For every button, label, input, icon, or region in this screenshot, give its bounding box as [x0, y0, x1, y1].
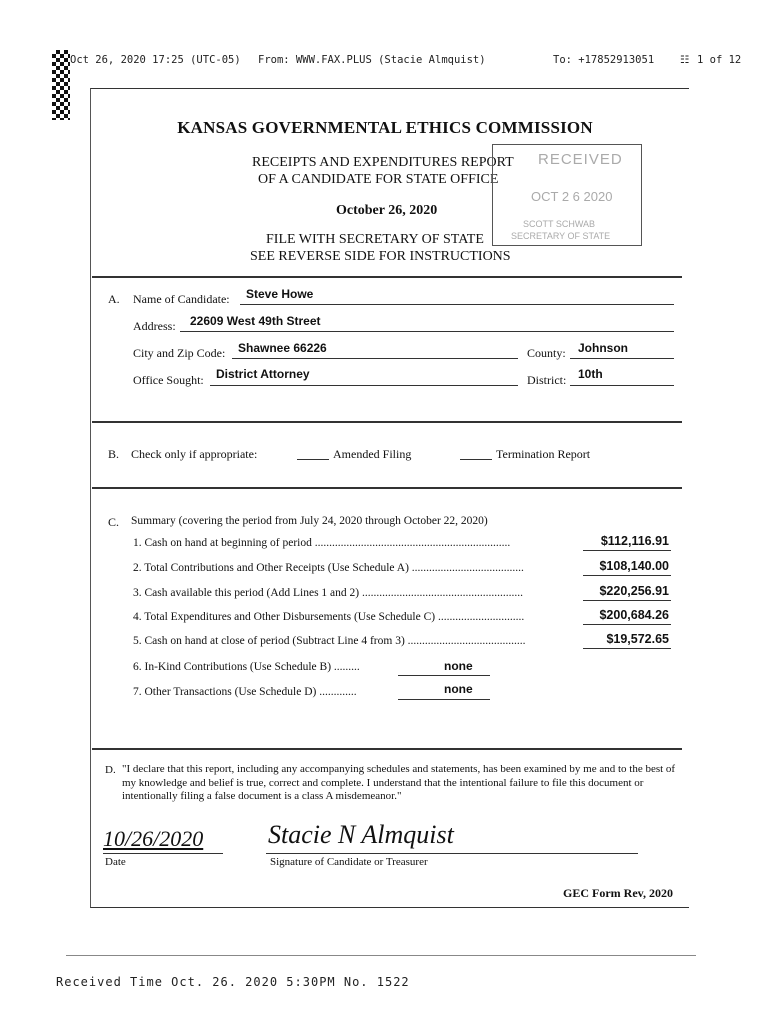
signature-underline	[266, 853, 638, 854]
county-label: County:	[527, 346, 566, 360]
termination-checkbox[interactable]	[460, 459, 492, 460]
received-footer: Received Time Oct. 26. 2020 5:30PM No. 1522	[56, 975, 410, 989]
county-underline	[570, 358, 674, 359]
signature-label: Signature of Candidate or Treasurer	[270, 856, 428, 868]
summary-amount-underline	[583, 648, 671, 649]
district-underline	[570, 385, 674, 386]
section-d-letter: D.	[105, 764, 116, 776]
summary-line-label: 2. Total Contributions and Other Receipts (Use Schedule A) .......................................	[133, 562, 524, 574]
address-underline	[180, 331, 674, 332]
summary-line-amount: $112,116.91	[600, 534, 669, 548]
declaration-text: "I declare that this report, including any accompanying schedules and statements, has been examined by me and to the best of my knowledge and belief is true, correct and complete. I understand that the intentional failure to file this document or intentionally filing a false document is a class A misdemeanor."	[122, 763, 676, 802]
office-value: District Attorney	[216, 367, 310, 381]
other-underline	[398, 699, 490, 700]
divider	[92, 748, 682, 750]
name-underline	[240, 304, 674, 305]
section-b-letter: B.	[108, 447, 120, 461]
stamp-received: RECEIVED	[538, 151, 623, 168]
divider	[92, 487, 682, 489]
section-a-letter: A.	[108, 292, 120, 306]
file-with: FILE WITH SECRETARY OF STATE	[266, 232, 484, 247]
stamp-name: SCOTT SCHWAB	[523, 219, 596, 229]
summary-line-amount: $220,256.91	[599, 584, 669, 598]
date-label: Date	[105, 856, 126, 868]
summary-amount-underline	[583, 550, 671, 551]
signature: Stacie N Almquist	[268, 820, 454, 849]
city-underline	[232, 358, 518, 359]
divider	[92, 421, 682, 423]
in-kind-label: 6. In-Kind Contributions (Use Schedule B) .........	[133, 661, 360, 673]
commission-title: KANSAS GOVERNMENTAL ETHICS COMMISSION	[177, 118, 593, 137]
in-kind-value: none	[444, 659, 473, 673]
stamp-date: OCT 2 6 2020	[531, 189, 613, 204]
name-value: Steve Howe	[246, 287, 314, 301]
county-value: Johnson	[578, 341, 628, 355]
summary-amount-underline	[583, 624, 671, 625]
summary-line-amount: $19,572.65	[606, 632, 669, 646]
in-kind-underline	[398, 675, 490, 676]
fax-from: From: WWW.FAX.PLUS (Stacie Almquist)	[258, 54, 486, 66]
see-reverse: SEE REVERSE SIDE FOR INSTRUCTIONS	[250, 249, 511, 264]
district-label: District:	[527, 373, 567, 387]
office-underline	[210, 385, 518, 386]
summary-line-label: 1. Cash on hand at beginning of period ....................................................................	[133, 537, 511, 549]
city-label: City and Zip Code:	[133, 346, 226, 360]
fax-page: 1 of 12	[697, 54, 742, 66]
date-handwritten: 10/26/2020	[103, 826, 204, 851]
name-label: Name of Candidate:	[133, 292, 230, 306]
report-title-line2: OF A CANDIDATE FOR STATE OFFICE	[258, 172, 499, 187]
report-title-line1: RECEIPTS AND EXPENDITURES REPORT	[252, 155, 514, 170]
summary-line-label: 3. Cash available this period (Add Lines 1 and 2) ........................................................	[133, 587, 523, 599]
summary-line-amount: $200,684.26	[599, 608, 669, 622]
other-label: 7. Other Transactions (Use Schedule D) .............	[133, 686, 357, 698]
received-stamp	[492, 144, 642, 246]
form-revision: GEC Form Rev, 2020	[563, 886, 673, 900]
summary-heading: Summary (covering the period from July 24, 2020 through October 22, 2020)	[131, 515, 488, 527]
amended-checkbox[interactable]	[297, 459, 329, 460]
fax-checker-mark	[52, 50, 70, 120]
summary-line-label: 4. Total Expenditures and Other Disbursements (Use Schedule C) ..............................	[133, 611, 525, 623]
date-underline	[103, 853, 223, 854]
summary-line-label: 5. Cash on hand at close of period (Subtract Line 4 from 3) .........................................	[133, 635, 526, 647]
address-label: Address:	[133, 319, 176, 333]
city-value: Shawnee 66226	[238, 341, 327, 355]
termination-label: Termination Report	[496, 447, 591, 461]
summary-line-amount: $108,140.00	[599, 559, 669, 573]
section-c-letter: C.	[108, 515, 120, 529]
fax-to: To: +17852913051	[553, 54, 655, 66]
amended-label: Amended Filing	[333, 447, 412, 461]
divider	[92, 276, 682, 278]
office-label: Office Sought:	[133, 373, 204, 387]
address-value: 22609 West 49th Street	[190, 314, 321, 328]
district-value: 10th	[578, 367, 603, 381]
report-date: October 26, 2020	[336, 203, 438, 218]
footer-rule	[66, 955, 696, 956]
fax-page-icon: ☷	[680, 54, 690, 66]
check-label: Check only if appropriate:	[131, 447, 258, 461]
other-value: none	[444, 682, 473, 696]
stamp-office: SECRETARY OF STATE	[511, 231, 611, 241]
summary-amount-underline	[583, 575, 671, 576]
summary-amount-underline	[583, 600, 671, 601]
fax-timestamp: Oct 26, 2020 17:25 (UTC-05)	[70, 54, 241, 66]
